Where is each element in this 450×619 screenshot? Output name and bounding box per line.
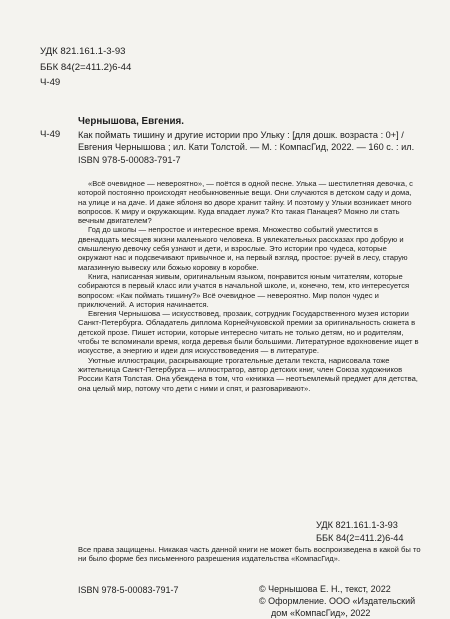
annotation-paragraph: Книга, написанная живым, оригинальным языком, понравится юным читателям, которые собираются в первый класс или учатся в начальной школе, и, конечно, тем, кто интересуется вопросом: «Как поймать тишину?» Всё очевидное — невероятно. Мир полон чудес и приключений. А история начинается. bbox=[78, 271, 410, 309]
classification-codes-bottom bbox=[316, 519, 403, 545]
biblio-isbn-line: ISBN 978-5-00083-791-7 bbox=[78, 154, 181, 165]
cutter-code-entry: Ч-49 bbox=[40, 129, 61, 140]
bbk-code: ББК 84(2=411.2)6-44 bbox=[316, 533, 404, 543]
copyright-line: © Оформление. ООО «Издательский bbox=[259, 596, 416, 606]
annotation-paragraph: Год до школы — непростое и интересное время. Множество событий уместится в двенадцать месяцев жизни маленького человека. В увлекательных рассказах про добрую и смышленую девочку себя узнают и дети, и взрослые. Это истории про чудеса, которые окружают нас и подсвечивают привычное и, на первый взгляд, простое: ручей в лесу, старую магазинную вывеску или божью коровку в коробке. bbox=[78, 225, 408, 272]
copyright-line: © Чернышова Е. Н., текст, 2022 bbox=[259, 584, 391, 594]
isbn: ISBN 978-5-00083-791-7 bbox=[78, 585, 179, 595]
bibliographic-record bbox=[78, 129, 413, 166]
copyright-block bbox=[259, 583, 434, 619]
udk-code: УДК 821.161.1-3-93 bbox=[316, 520, 398, 530]
rights-notice bbox=[78, 545, 423, 564]
annotation-paragraph: Евгения Чернышова — искусствовед, прозаик, сотрудник Государственного музея истории Санкт-Петербурга. Обладатель диплома Корнейчуковской премии за оригинальность сюжета в детской прозе. Пишет истории, которые интересно читать не только детям, но и родителям, чтобы те вспоминали время, когда деревья были большими. Литературное вдохновение ищет в искусстве, а энергию и идеи для искусствоведения — в литературе. bbox=[78, 309, 419, 356]
classification-codes bbox=[40, 44, 131, 91]
udk-code: УДК 821.161.1-3-93 bbox=[40, 46, 126, 57]
annotation-paragraph: «Всё очевидное — невероятно», — поётся в одной песне. Улька — шестилетняя девочка, с которой постоянно происходят необыкновенные вещи. Они случаются в детском саду и дома, на улице и на даче. И даже яблоня во дворе хранит тайну. И поэтому у Ульки возникает много вопросов. К миру и окружающим. Куда впадает лужа? Кто такая Панацея? Можно ли стать вечным двигателем? bbox=[78, 179, 413, 226]
biblio-title-line: Как поймать тишину и другие истории про Ульку : [для дошк. возраста : 0+] / bbox=[78, 130, 404, 140]
cutter-code: Ч-49 bbox=[40, 77, 61, 88]
author-heading: Чернышова, Евгения. bbox=[78, 116, 185, 127]
bbk-code: ББК 84(2=411.2)6-44 bbox=[40, 61, 132, 73]
rights-text: Все права защищены. Никакая часть данной книги не может быть воспроизведена в какой бы то ни было форме без письменного разрешения издательства «КомпасГид». bbox=[78, 545, 421, 564]
annotation bbox=[78, 179, 420, 393]
annotation-paragraph: Уютные иллюстрации, раскрывающие трогательные детали текста, нарисовала тоже жительница Санкт-Петербурга — иллюстратор, автор детских книг, член Союза художников России Катя Толстая. Она убеждена в том, что «книжка — неотъемлемый предмет для детства, она целый мир, потому что дети с ними и спят, и разговаривают». bbox=[78, 355, 418, 393]
biblio-publisher-line: Евгения Чернышова ; ил. Кати Толстой. — М. : КомпасГид, 2022. — 160 с. : ил. bbox=[78, 142, 415, 153]
copyright-line: дом «КомпасГид», 2022 bbox=[271, 608, 371, 618]
